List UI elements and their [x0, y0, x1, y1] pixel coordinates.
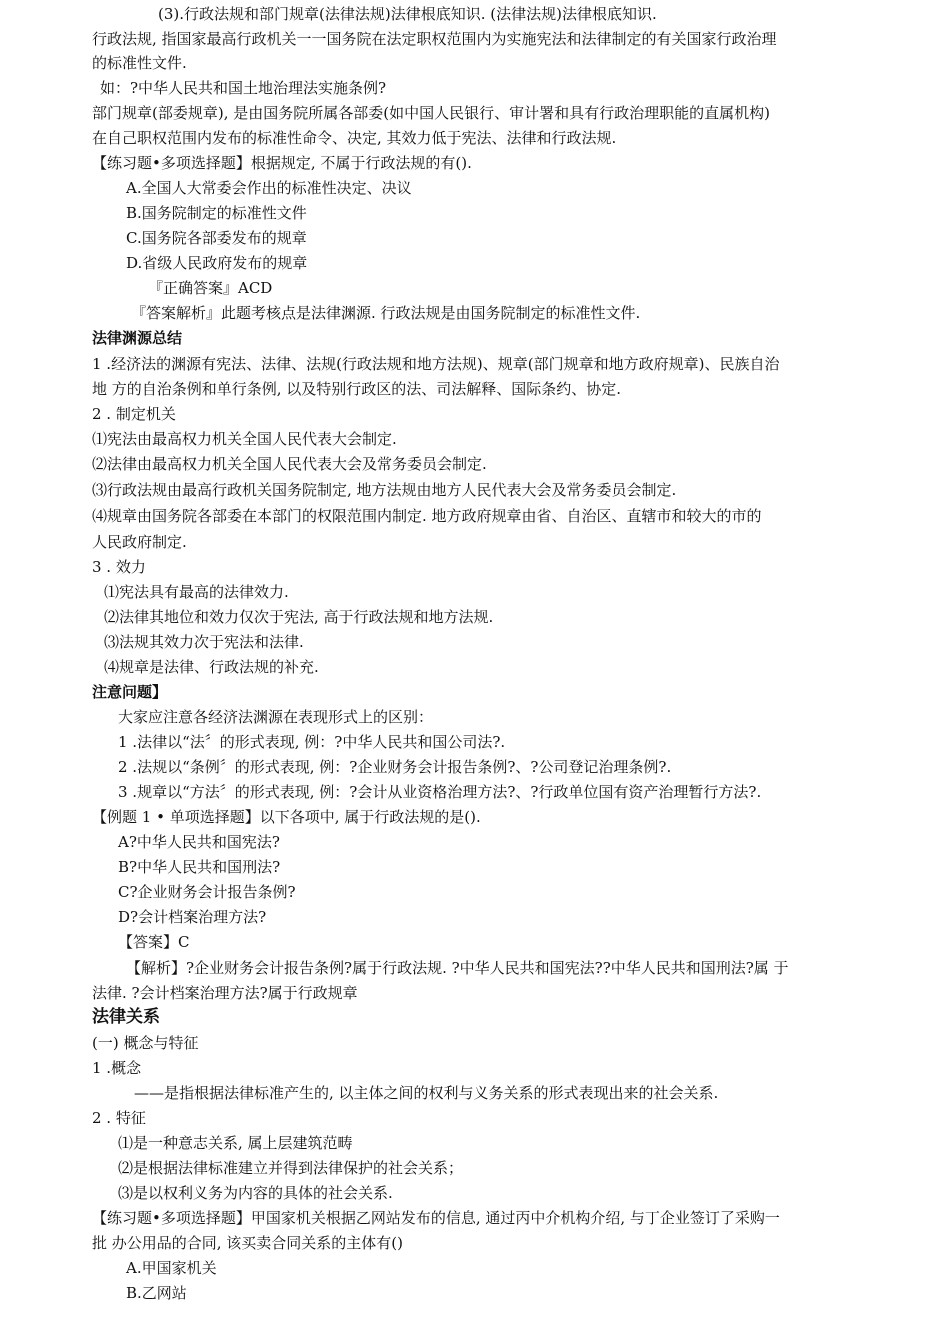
explanation: 【解析】?企业财务会计报告条例?属于行政法规. ?中华人民共和国宪法??中华人民共和国刑法?属 于	[126, 959, 789, 977]
text-line: 部门规章(部委规章), 是由国务院所属各部委(如中国人民银行、审计署和具有行政治理职能的直属机构)	[92, 104, 770, 122]
text-line: ⑴宪法由最高权力机关全国人民代表大会制定.	[92, 430, 397, 448]
text-line: 3 .规章以“方法〞的形式表现, 例：?会计从业资格治理方法?、?行政单位国有资产治理暂行方法?.	[118, 783, 762, 801]
text-line: ⑶行政法规由最高行政机关国务院制定, 地方法规由地方人民代表大会及常务委员会制定.	[92, 481, 677, 499]
answer: 【答案】C	[118, 933, 190, 951]
text-line: 2 . 特征	[92, 1109, 146, 1127]
text-line: ⑷规章由国务院各部委在本部门的权限范围内制定. 地方政府规章由省、自治区、直辖市和较大的市的	[92, 507, 762, 525]
text-line: 在自己职权范围内发布的标准性命令、决定, 其效力低于宪法、法律和行政法规.	[92, 129, 617, 147]
text-line: ⑴宪法具有最高的法律效力.	[104, 583, 289, 601]
option-b: B?中华人民共和国刑法?	[118, 858, 281, 876]
option-a: A?中华人民共和国宪法?	[118, 833, 280, 851]
text-line: 人民政府制定.	[92, 533, 187, 551]
example-heading: 【例题 1 • 单项选择题】以下各项中, 属于行政法规的是().	[92, 808, 481, 826]
option-a: A.全国人大常委会作出的标准性决定、决议	[126, 179, 412, 197]
text-line: 批 办公用品的合同, 该买卖合同关系的主体有()	[92, 1234, 404, 1252]
option-b: B.乙网站	[126, 1284, 187, 1302]
correct-answer: 『正确答案』ACD	[148, 279, 273, 297]
text-line: (一) 概念与特征	[92, 1034, 199, 1052]
text-line: 3 . 效力	[92, 558, 146, 576]
text-line: 1 .法律以“法〞的形式表现, 例：?中华人民共和国公司法?.	[118, 733, 506, 751]
option-d: D.省级人民政府发布的规章	[126, 254, 308, 272]
option-b: B.国务院制定的标准性文件	[126, 204, 307, 222]
text-line: 大家应注意各经济法渊源在表现形式上的区别：	[118, 708, 434, 726]
text-line: ⑷规章是法律、行政法规的补充.	[104, 658, 319, 676]
text-line: 如：?中华人民共和国土地治理法实施条例?	[100, 79, 387, 97]
text-line: (3).行政法规和部门规章(法律法规)法律根底知识. (法律法规)法律根底知识.	[158, 5, 657, 23]
text-line: 的标准性文件.	[92, 54, 187, 72]
text-line: ⑴是一种意志关系, 属上层建筑范畴	[118, 1134, 353, 1152]
option-a: A.甲国家机关	[126, 1259, 217, 1277]
text-line: ⑵法律由最高权力机关全国人民代表大会及常务委员会制定.	[92, 455, 487, 473]
exercise-heading: 【练习题•多项选择题】甲国家机关根据乙网站发布的信息, 通过丙中介机构介绍, 与丁企业签订了采购一	[92, 1209, 780, 1227]
text-line: 1 .经济法的渊源有宪法、法律、法规(行政法规和地方法规)、规章(部门规章和地方政府规章)、民族自治	[92, 355, 780, 373]
explanation-cont: 法律. ?会计档案治理方法?属于行政规章	[92, 984, 358, 1002]
text-line: ⑶是以权利义务为内容的具体的社会关系.	[118, 1184, 393, 1202]
text-line: 1 .概念	[92, 1059, 142, 1077]
text-line: ⑶法规其效力次于宪法和法律.	[104, 633, 304, 651]
text-line: 2 .法规以“条例〞的形式表现, 例：?企业财务会计报告条例?、?公司登记治理条例?.	[118, 758, 672, 776]
option-d: D?会计档案治理方法?	[118, 908, 267, 926]
text-line: ⑵法律其地位和效力仅次于宪法, 高于行政法规和地方法规.	[104, 608, 494, 626]
option-c: C?企业财务会计报告条例?	[118, 883, 296, 901]
section-heading: 注意问题】	[92, 683, 168, 701]
text-line: 行政法规, 指国家最高行政机关一一国务院在法定职权范围内为实施宪法和法律制定的有关国家行政治理	[92, 30, 777, 48]
section-title: 法律关系	[92, 1007, 160, 1027]
text-line: ⑵是根据法律标准建立并得到法律保护的社会关系；	[118, 1159, 464, 1177]
answer-explanation: 『答案解析』此题考核点是法律渊源. 行政法规是由国务院制定的标准性文件.	[131, 304, 641, 322]
section-heading: 法律渊源总结	[92, 329, 183, 347]
option-c: C.国务院各部委发布的规章	[126, 229, 307, 247]
text-line: 2 . 制定机关	[92, 405, 176, 423]
text-line: 地 方的自治条例和单行条例, 以及特别行政区的法、司法解释、国际条约、协定.	[92, 380, 622, 398]
exercise-heading: 【练习题•多项选择题】根据规定, 不属于行政法规的有().	[92, 154, 472, 172]
text-line: ——是指根据法律标准产生的, 以主体之间的权利与义务关系的形式表现出来的社会关系.	[134, 1084, 719, 1102]
